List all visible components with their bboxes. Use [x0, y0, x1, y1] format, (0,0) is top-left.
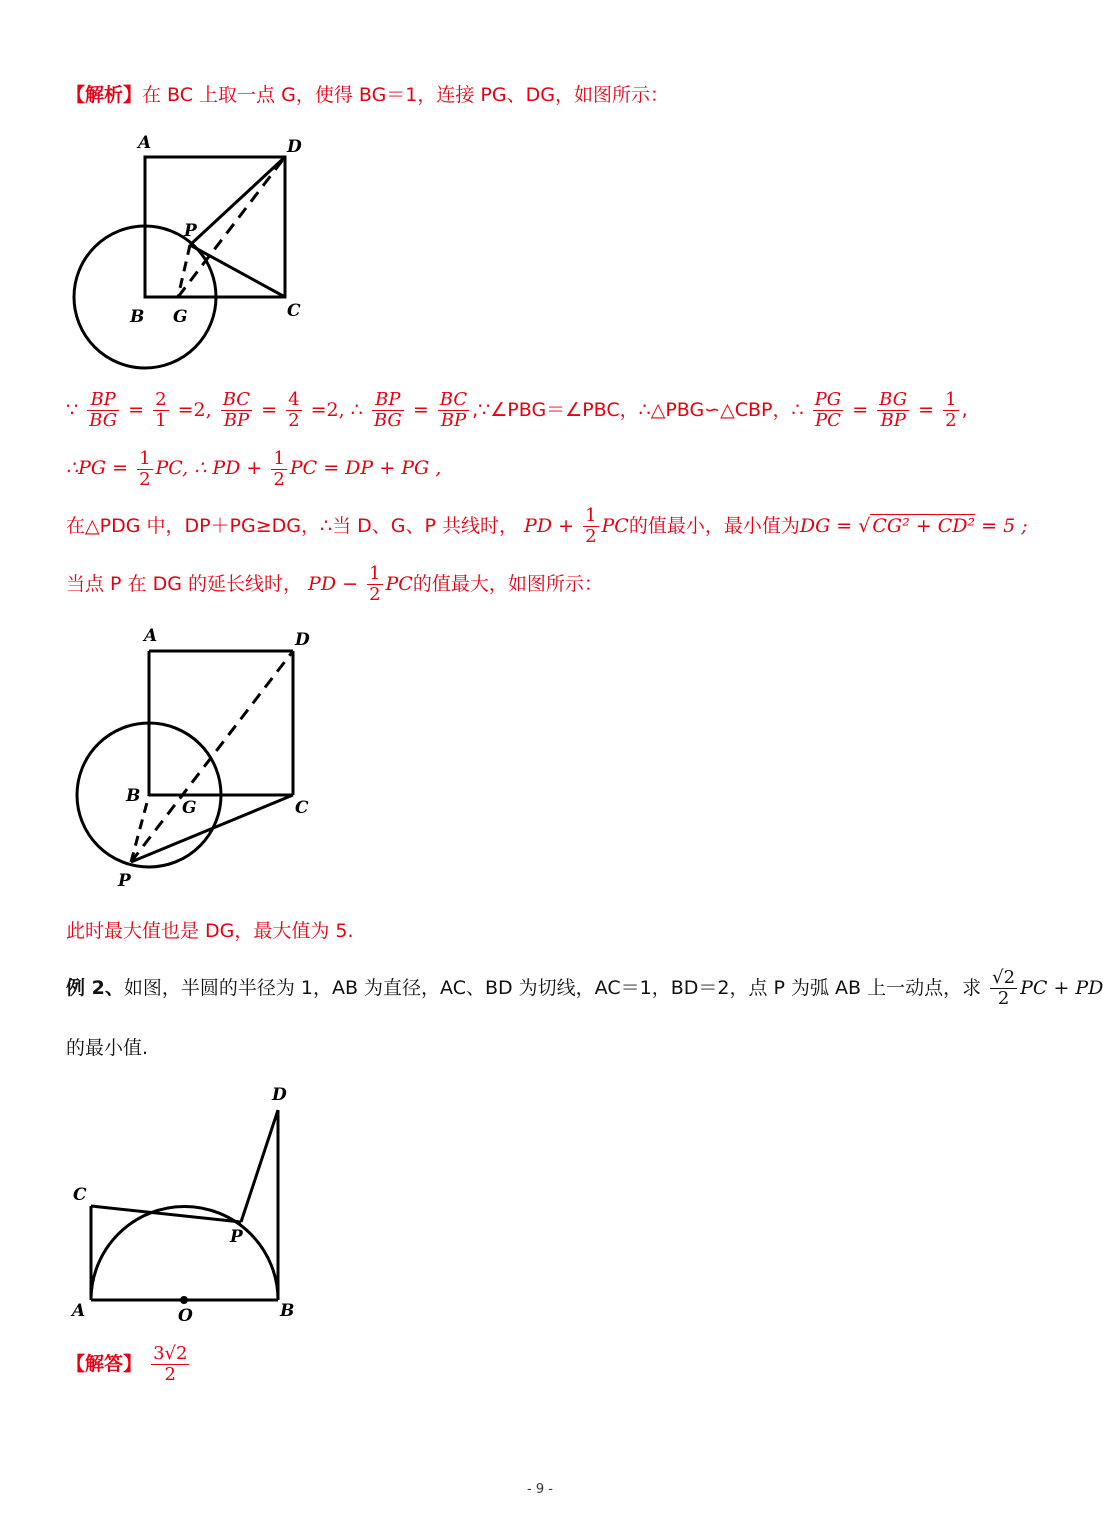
analysis-text: 在 BC 上取一点 G，使得 BG＝1，连接 PG、DG，如图所示： — [142, 84, 669, 106]
eq1-eq: = — [128, 399, 145, 421]
fig2-circle — [77, 723, 221, 867]
line3-dg: DG = — [799, 515, 853, 537]
fig1-dg — [178, 157, 285, 297]
line5-text: 此时最大值也是 DG，最大值为 5. — [66, 920, 354, 942]
fig2-pb — [131, 795, 149, 862]
line4-text2: 的值最大，如图所示： — [412, 573, 603, 595]
eq1-frac-3: $\frac{BC}{BP}$ — [222, 389, 251, 431]
line5 — [66, 916, 354, 946]
line3-sqrt: √ CG² + CD² — [858, 515, 976, 537]
eq2-frac-2: $\frac{1}{2}$ — [273, 447, 285, 490]
fig3-label-b: B — [280, 1301, 295, 1321]
answer-frac: $\frac{3√2}{2}$ — [153, 1343, 188, 1385]
fig3-center-dot — [180, 1296, 188, 1304]
line3-text1: 在△PDG 中，DP＋PG≥DG，∴当 D、G、P 共线时， — [66, 515, 518, 537]
eq1-frac-2: $\frac{2}{1}$ — [155, 389, 167, 431]
fig3-pd — [241, 1110, 278, 1222]
eq1-therefore-2: ∴ — [350, 399, 363, 421]
eq1-val1: =2, — [177, 399, 212, 421]
eq1-therefore: ∵ — [66, 399, 79, 421]
fig1-circle — [74, 226, 216, 368]
fig2-label-c: C — [295, 798, 309, 818]
eq1-eq-d: = — [852, 399, 869, 421]
analysis-line — [66, 80, 669, 110]
example2-label: 例 2、 — [66, 977, 124, 999]
eq1-frac-8: $\frac{BG}{BP}$ — [879, 389, 908, 431]
line3-result: = 5 ; — [981, 515, 1028, 537]
example2-frac: $\frac{√2}{2}$ — [992, 967, 1016, 1009]
fig3-label-d: D — [272, 1085, 287, 1105]
page-number: - 9 - — [527, 1482, 553, 1497]
line3-expr-pre: PD + — [524, 515, 575, 537]
analysis-label: 【解析】 — [66, 84, 143, 106]
fig2-label-b: B — [126, 786, 141, 806]
eq1-eq-b: = — [261, 399, 278, 421]
eq2-line — [66, 444, 441, 492]
fig3-label-o: O — [178, 1306, 193, 1326]
eq1-eq-c: = — [412, 399, 429, 421]
eq2-mid: PC, ∴ PD + — [155, 457, 263, 479]
line4-text1: 当点 P 在 DG 的延长线时， — [66, 573, 302, 595]
fig1-pg — [178, 245, 190, 297]
eq1-frac-7: $\frac{PG}{PC}$ — [814, 389, 842, 431]
fig3-semicircle — [91, 1207, 278, 1301]
eq1-text: ,∵∠PBG＝∠PBC，∴△PBG∽△CBP，∴ — [472, 399, 804, 421]
example2-line2 — [66, 1033, 148, 1063]
fig2-pc — [131, 795, 293, 862]
eq2-post: PC = DP + PG , — [289, 457, 442, 479]
fig1-label-c: C — [287, 301, 301, 321]
fig2-label-g: G — [182, 798, 197, 818]
eq1-val2: =2, — [310, 399, 345, 421]
eq1-frac-5: $\frac{BP}{BG}$ — [373, 389, 402, 431]
answer-line — [66, 1340, 192, 1388]
fig1-label-d: D — [287, 137, 302, 157]
line3-text2: 的值最小，最小值为 — [628, 515, 800, 537]
line4-expr-post: PC — [385, 573, 413, 595]
fig2-label-p: P — [118, 871, 131, 891]
fig1-label-a: A — [138, 133, 152, 153]
fig2-label-a: A — [144, 626, 158, 646]
eq1-frac-1: $\frac{BP}{BG}$ — [89, 389, 118, 431]
fig1-pc — [190, 245, 285, 297]
eq1-frac-9: $\frac{1}{2}$ — [945, 389, 957, 431]
example2-text2: 的最小值. — [66, 1037, 149, 1059]
fig1-label-b: B — [130, 307, 145, 327]
fig1-square — [145, 157, 285, 297]
eq1-tail: , — [961, 399, 968, 421]
fig3-label-c: C — [73, 1185, 87, 1205]
line4-frac: $\frac{1}{2}$ — [369, 563, 381, 605]
eq1-frac-6: $\frac{BC}{BP}$ — [439, 389, 468, 431]
fig1-pd — [190, 157, 285, 245]
eq1-line — [66, 386, 968, 434]
answer-label: 【解答】 — [66, 1353, 143, 1375]
fig1-label-p: P — [184, 221, 197, 241]
eq2-frac-1: $\frac{1}{2}$ — [139, 447, 151, 490]
fig3-label-a: A — [72, 1301, 86, 1321]
example2-expr: PC + PD — [1020, 977, 1103, 999]
eq2-pre: ∴PG = — [66, 457, 129, 479]
line3-frac: $\frac{1}{2}$ — [585, 505, 597, 547]
line4-expr-pre: PD − — [308, 573, 359, 595]
example2-text: 如图，半圆的半径为 1，AB 为直径，AC、BD 为切线，AC＝1，BD＝2，点 P 为弧 AB 上一动点，求 — [123, 977, 982, 999]
fig3-cp — [91, 1206, 241, 1222]
fig3-label-p: P — [230, 1227, 243, 1247]
line4 — [66, 560, 603, 608]
fig2-pd — [131, 651, 293, 862]
eq1-eq-e: = — [918, 399, 935, 421]
fig1-label-g: G — [173, 307, 188, 327]
line3 — [66, 502, 1028, 550]
eq1-frac-4: $\frac{4}{2}$ — [288, 389, 300, 431]
example2-line — [66, 964, 1103, 1012]
line3-expr-post: PC — [601, 515, 629, 537]
fig2-label-d: D — [295, 630, 310, 650]
